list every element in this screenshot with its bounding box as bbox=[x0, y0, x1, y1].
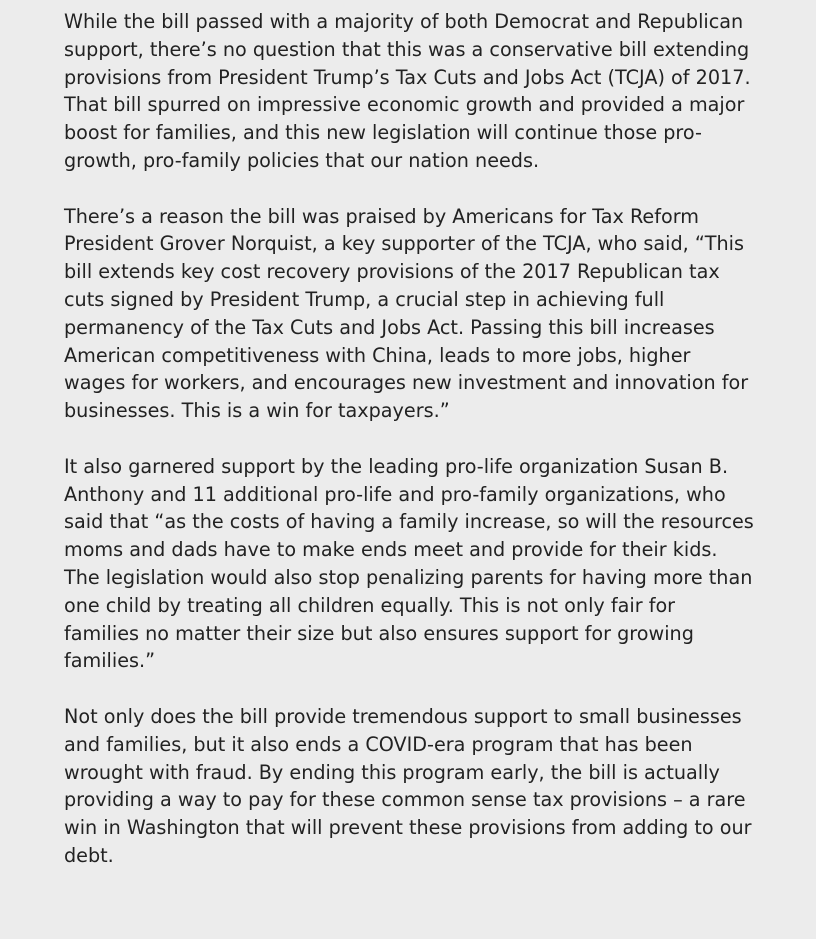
article-body bbox=[64, 8, 754, 898]
paragraph-bipartisan-support: While the bill passed with a majority of both Democrat and Republican support, there’s no question that this was a conservative bill extending provisions from President Trump’s Tax Cuts and Jobs Act (TCJA) of 2017. That bill spurred on impressive economic growth and provided a major boost for families, and this new legislation will continue those pro-growth, pro-family policies that our nation needs. bbox=[64, 10, 751, 172]
paragraph-covid-program: Not only does the bill provide tremendous support to small businesses and families, but it also ends a COVID-era program that has been wrought with fraud. By ending this program early, the bill is actually providing a way to pay for these common sense tax provisions – a rare win in Washington that will prevent these provisions from adding to our debt. bbox=[64, 704, 752, 867]
paragraph-norquist-quote: There’s a reason the bill was praised by Americans for Tax Reform President Grover Norquist, a key supporter of the TCJA, who said, “This bill extends key cost recovery provisions of the 2017 Republican tax cuts signed by President Trump, a crucial step in achieving full permanency of the Tax Cuts and Jobs Act. Passing this bill increases American competitiveness with China, leads to more jobs, higher wages for workers, and encourages new investment and innovation for businesses. This is a win for taxpayers.” bbox=[64, 204, 749, 423]
paragraph-pro-life-support: It also garnered support by the leading pro-life organization Susan B. Anthony and 11 additional pro-life and pro-family organizations, who said that “as the costs of having a family increase, so will the resources moms and dads have to make ends meet and provide for their kids. The legislation would also stop penalizing parents for having more than one child by treating all children equally. This is not only fair for families no matter their size but also ensures support for growing families.” bbox=[64, 454, 754, 673]
